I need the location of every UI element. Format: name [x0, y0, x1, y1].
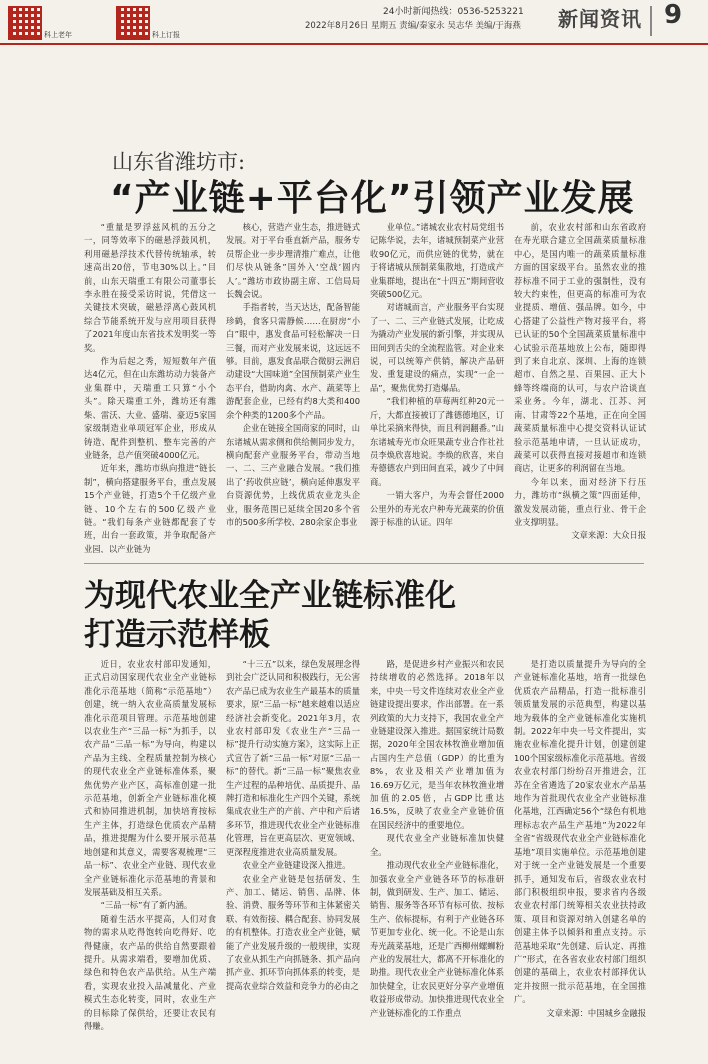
article2-credit: 文章来源：中国城乡金融报 [546, 1007, 646, 1018]
paragraph: 作为后起之秀，短短数年产值达4亿元，但在山东潍坊动力装备产业集群中，天瑞重工只算“小个头”。除天瑞重工外，潍坊还有潍柴、雷沃、大业、盛瑞、豪迈5家国家级制造业单项冠军企业，形成从铸造、配件到整机、整车完善的产业链条，总产值突破4000亿元。 [84, 356, 216, 460]
paragraph: 前，农业农村部和山东省政府在寿光联合建立全国蔬菜质量标准中心，是国内唯一的蔬菜质量标准方面的国家级平台。虽然农业的推荐标准不同于工业的强制性，没有较大约束性，但更高的标准可为农业提质、增值、强品牌。如今，中心搭建了公益性产物对接平台，将已认证的50个全国蔬菜质量标准中心试验示范基地放上公布，随即得到了来自北京、深圳、上海的连锁超市、自然之星、百果园、正大卜蜂等终端商的认可，与农户洽谈直采业务。今年，湖北、江苏、河南、甘肃等22个基地，正在向全国蔬菜质量标准中心提交资料认证试验示范基地申请，一旦认证成功，蔬菜可以获得直接对接超市和连锁商店，让更多的利润留在当地。 [514, 222, 646, 474]
paragraph: 随着生活水平提高，人们对食物的需求从吃得饱转向吃得好、吃得健康，农产品的供给自然要跟着提升。从需求端看，要增加优质、绿色和特色农产品供给。从生产端看，实现农业投入品减量化、产业模式生态化转变，同时，农业生产的目标除了保供给，还要让农民有得赚。 [84, 913, 216, 1031]
header-rule [0, 43, 708, 45]
paragraph: 一销大客户，为寿会督任2000公里外的寿光农户种寿光蔬菜的价值源于标准的认证。四年 [370, 490, 504, 527]
paragraph: 近年来，潍坊市纵向推进“链长制”，横向搭建服务平台，重点发展15个产业链，打造5个千亿级产业链、10个左右的500亿级产业链。“我们每条产业链都配套了专班，出台一套政策，并争取配备产业园，以产业链为 [84, 463, 216, 553]
article1-credit: 文章来源：大众日报 [571, 530, 646, 541]
article2-column-1 [84, 658, 216, 1054]
article2-headline-line2: 打造示范样板 [84, 617, 270, 653]
section-title: 新闻资讯 [558, 7, 642, 31]
qr-left-label: 科上老年 [44, 31, 72, 39]
paragraph: 农业全产业链是包括研发、生产、加工、储运、销售、品牌、体验、消费、服务等环节和主体紧密关联、有效衔接、耦合配套、协同发展的有机整体。打造农业全产业链，赋能了产业发展升级的一般规律，实现了农业从抓生产向抓链条、抓产品向抓产业、抓环节向抓体系的转变，是提高农业综合效益和竞争力的必由之 [226, 873, 360, 991]
paragraph: 近日，农业农村部印发通知，正式启动国家现代农业全产业链标准化示范基地（简称“示范基地”）创建，统一纳入农业高质量发展标准化示范项目管理。示范基地创建以农业生产“三品一标”为抓手，以农产品“三品一标”为导向，构建以产品为主线、全程质量控制为核心的现代农业全产业链标准体系，聚焦优势产业产区，高标准创建一批示范基地，创新全产业链标准化模式和协同推进机制，加快培育按标生产主体，打造绿色优质农产品精品，推进提醒为什么要开展示范基地创建和其意义，需要客观梳理“三品一标”、农业全产业链、现代农业全产业链标准化示范基地的背景和发展基础及相互关系。 [84, 659, 216, 897]
article2-headline [84, 577, 456, 655]
paragraph: “我们种植的草莓两红种20元一斤，大都直接被订了潍德德地区，订单比采摘来得快，而且利润翻番。”山东诸城寿光市众旺果蔬专业合作社社员李焕欣喜地说。李焕的欣喜，来自寿德德农户到田间直采，减少了中间商。 [370, 396, 504, 487]
article1-kicker: 山东省潍坊市: [112, 150, 246, 174]
article-divider [84, 563, 644, 564]
paragraph: “重量是罗浮兹风机的五分之一，同等效率下的磁悬浮鼓风机，利用磁悬浮技术代替传统轴承，转速高出20倍，节电30%以上。”目前，山东天瑞重工有限公司董事长李永胜在接受采访时说，凭借这一关键技术突破，磁悬浮离心鼓风机综合节能系统开发与应用项目获得了2021年度山东省技术发明奖一等奖。 [84, 222, 216, 353]
paragraph: “十三五”以来，绿色发展理念得到社会广泛认同和积极践行，无公害农产品已成为农业生产最基本的质量要求，原“三品一标”越来越难以适应经济社会新变化。2021年3月，农业农村部印发《农业生产“三品一标”提升行动实施方案》，这实际上正式宣告了新“三品一标”对原“三品一标”的替代。新“三品一标”聚焦农业生产过程的品种培优、品质提升、品牌打造和标准化生产四个关键，系统集成农业生产的产前、产中和产后诸多环节，推进现代农业全产业链标准化管理，旨在更高层次、更宽领域、更深程度推进农业高质量发展。 [226, 659, 360, 857]
page-header [0, 0, 708, 62]
article1-column-1 [84, 221, 216, 553]
qr-code-left[interactable] [8, 6, 42, 40]
article1-headline: “产业链+平台化”引领产业发展 [110, 178, 635, 219]
article2-column-3 [370, 658, 504, 1054]
article1-column-3 [370, 221, 504, 553]
paragraph: 现代农业全产业链标准加快健全。 [370, 833, 504, 857]
paragraph: 是打造以质量提升为导向的全产业链标准化基地，培育一批绿色优质农产品精品，打造一批标准引领质量发展的示范典型，构建以基地为载体的全产业链标准化实施机制。2022年中央一号文件提出，实施农业标准化提升计划，创建创建100个国家级标准化示范基地。省级农业农村部门纷纷召开推进会，江苏在全省遴选了20家农业水产品基地作为首批现代农业全产业链标准化基地，江西确定56个“绿色有机地理标志农产品生产基地”为2022年全省“省级现代农业全产业链标准化基地”项目实施单位。示范基地创建对于统一全产业链发展是一个重要抓手，通知发布后，省级农业农村部门积极组织申报，要求省内各级农业农村部门统筹相关农业扶持政策、项目和资源对纳入创建名单的创建主体予以倾斜和重点支持。示范基地采取“先创建、后认定、再推广”形式，在各省农业农村部门组织创建的基础上，农业农村部择优认定并按照一批示范基地，在全国推广。 [514, 659, 646, 1005]
qr-code-right[interactable] [116, 6, 150, 40]
paragraph: “三品一标”有了新内涵。 [100, 900, 193, 911]
paragraph: 今年以来，面对经济下行压力，潍坊市“纵横之策”四面延伸，激发发展动能，重点行业、骨干企业支撑明显。 [514, 476, 646, 527]
article2-column-2 [226, 658, 360, 1054]
paragraph: 核心，营造产业生态，推进链式发展。对于平台垂直新产品，服务专员帮企业一步步理清推广难点，让他们尽快从链条”国外入‘空战’圆内人’。”潍坊市政协副主席、工信局局长魏会说。 [226, 222, 360, 300]
article2-column-4 [514, 658, 646, 1054]
page-number: 9 [664, 0, 683, 30]
dateline: 2022年8月26日 星期五 责编/秦家永 吴志华 美编/于海燕 [305, 21, 521, 31]
paragraph: 企业在链接全国商家的同时，山东诸城从需求侧和供给侧同步发力，横向配套产业服务平台，带动当地一、二、三产业融合发展。“我们推出了‘药收供应链’，横向延伸惠发平台资源优势，上线优质农业龙头企业，服务范围已延续全国20多个省市的500多所学校、280余家企事业 [226, 423, 360, 527]
header-divider [650, 6, 652, 36]
paragraph: 路，是促进乡村产业振兴和农民持续增收的必然选择。2018年以来，中央一号文件连续对农业全产业链建设提出要求，作出部署。在一系列政策的大力支持下，我国农业全产业链建设深入推进。据国家统计局数据，2020年全国农林牧渔业增加值占国内生产总值（GDP）的比重为8%，农业及相关产业增加值为16.69万亿元，是当年农林牧渔业增加值的2.05倍，占GDP比重达16.5%，反映了农业全产业链价值在国民经济中的重要地位。 [370, 659, 504, 830]
paragraph: 农业全产业链建设深入推进。 [242, 860, 351, 871]
article2-headline-line1: 为现代农业全产业链标准化 [84, 578, 456, 614]
paragraph: 对诸城而言，产业服务平台实现了一、二、三产业链式发展，让吃成为撬动产业发展的新引擎，并实现从田间到舌尖的全流程监管。对企业来说，可以统筹产供销，解决产品研发、重复建设的痛点，实现“一企一品”，聚焦优势打造爆品。 [370, 302, 504, 393]
article1-column-4 [514, 221, 646, 553]
news-hotline: 24小时新闻热线：0536-5253221 [383, 7, 524, 17]
article1-column-2 [226, 221, 360, 553]
qr-right-label: 科上订报 [152, 31, 180, 39]
paragraph: 推动现代农业全产业链标准化，加强农业全产业链各环节的标准研制，做到研发、生产、加工、储运、销售、服务等各环节有标可依、按标生产、依标提标，有利于产业链各环节更加专业化、统一化。不论是山东寿光蔬菜基地，还是广西柳州螺蛳粉产业的发展壮大，都离不开标准化的助推。现代农业全产业链标准化体系加快健全，让农民更好分享产业增值收益形成带动。加快推进现代农业全产业链标准化的工作重点 [370, 860, 504, 1018]
paragraph: 手指者转，当天达达，配备智能珍鹤，食客只需静候……在厨房“小白”眼中，惠发食品可轻松解决一日三餐，而对产业发展来说，这远远不够。目前，惠发食品联合微厨云洲启动建设“大国味道”全国预制菜产业生态平台，借助肉禽、水产、蔬菜等上游配套企业，已经有约8大类和400余个种类的1200多个产品。 [226, 302, 360, 420]
paragraph: 业单位。”诸城农业农村局党组书记陈华说，去年，诸城预制菜产业营收90亿元，而供应链的优势，就在于将诸城从预制菜集散地，打造成产业集群地，提出在“十四五”期间营收突破500亿元。 [370, 222, 504, 300]
